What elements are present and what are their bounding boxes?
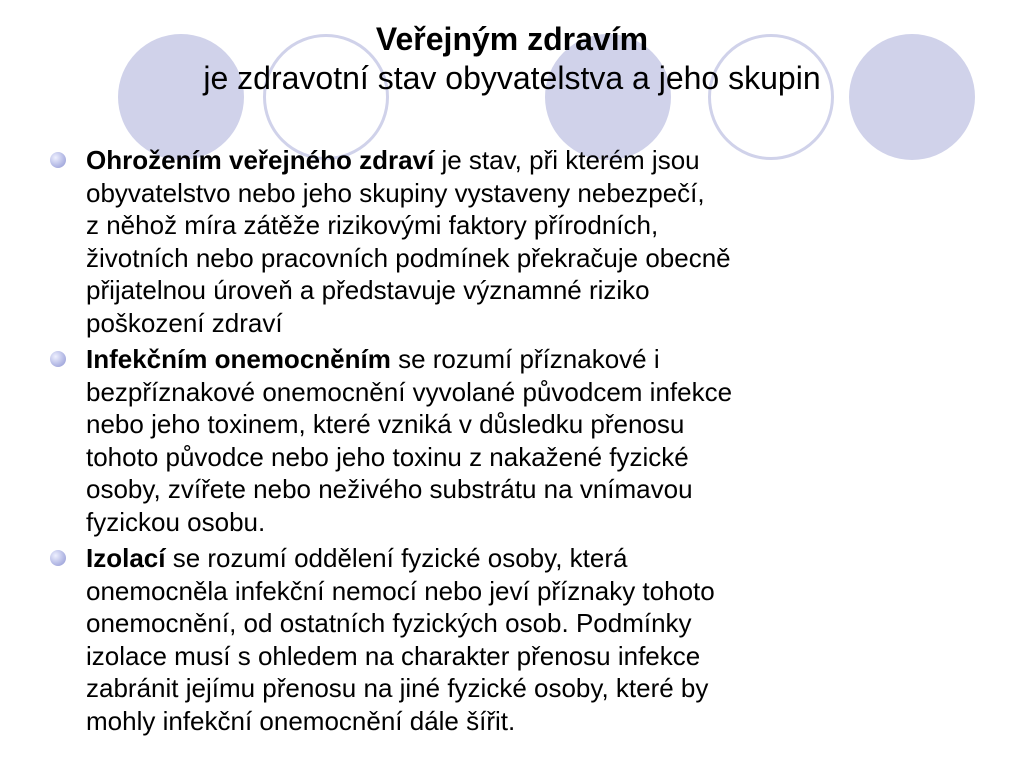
bullet-text: se rozumí oddělení fyzické osoby, která <box>172 543 628 573</box>
bullet-line: onemocnění, od ostatních fyzických osob. Podmínky <box>86 608 692 638</box>
bullet-line: bezpříznakové onemocnění vyvolané původcem infekce <box>86 376 733 407</box>
bullet-line: fyzickou osobu. <box>86 506 266 537</box>
bullet-line: osoby, zvířete nebo neživého substrátu na vnímavou <box>86 474 693 504</box>
bullet-term: Izolací <box>86 543 166 573</box>
bullet-line: mohly infekční onemocnění dále šířit. <box>86 705 516 736</box>
bullet-line: životních nebo pracovních podmínek překračuje obecně <box>86 242 731 273</box>
bullet-term: Ohrožením veřejného zdraví <box>86 145 435 175</box>
bullet-line: onemocněla infekční nemocí nebo jeví příznaky tohoto <box>86 575 715 606</box>
bullet-icon <box>50 152 66 168</box>
bullet-term: Infekčním onemocněním <box>86 344 391 374</box>
bullet-text: je stav, při kterém jsou <box>441 145 700 175</box>
bullet-line: zabránit jejímu přenosu na jiné fyzické osoby, které by <box>86 673 709 703</box>
bullet-line <box>86 542 966 575</box>
bullet-line: přijatelnou úroveň a představuje významné riziko <box>86 275 650 305</box>
bullet-icon <box>50 351 66 367</box>
bullet-line: nebo jeho toxinem, které vzniká v důsledku přenosu <box>86 409 685 439</box>
bullet-item <box>86 343 966 538</box>
bullet-item <box>86 542 966 737</box>
bullet-line <box>86 144 966 177</box>
bullet-line: poškození zdraví <box>86 307 283 338</box>
slide-title-block <box>0 19 1024 97</box>
slide-title: Veřejným zdravím <box>375 21 649 57</box>
bullet-line <box>86 343 966 376</box>
bullet-icon <box>50 550 66 566</box>
bullet-item <box>86 144 966 339</box>
bullet-line: izolace musí s ohledem na charakter přenosu infekce <box>86 640 701 671</box>
slide-body <box>86 144 966 741</box>
bullet-line: z něhož míra zátěže rizikovými faktory přírodních, <box>86 210 659 240</box>
slide-subtitle: je zdravotní stav obyvatelstva a jeho skupin <box>203 60 821 96</box>
bullet-text: se rozumí příznakové i <box>398 344 660 374</box>
bullet-line: obyvatelstvo nebo jeho skupiny vystaveny nebezpečí, <box>86 177 705 208</box>
bullet-line: tohoto původce nebo jeho toxinu z nakažené fyzické <box>86 441 689 472</box>
